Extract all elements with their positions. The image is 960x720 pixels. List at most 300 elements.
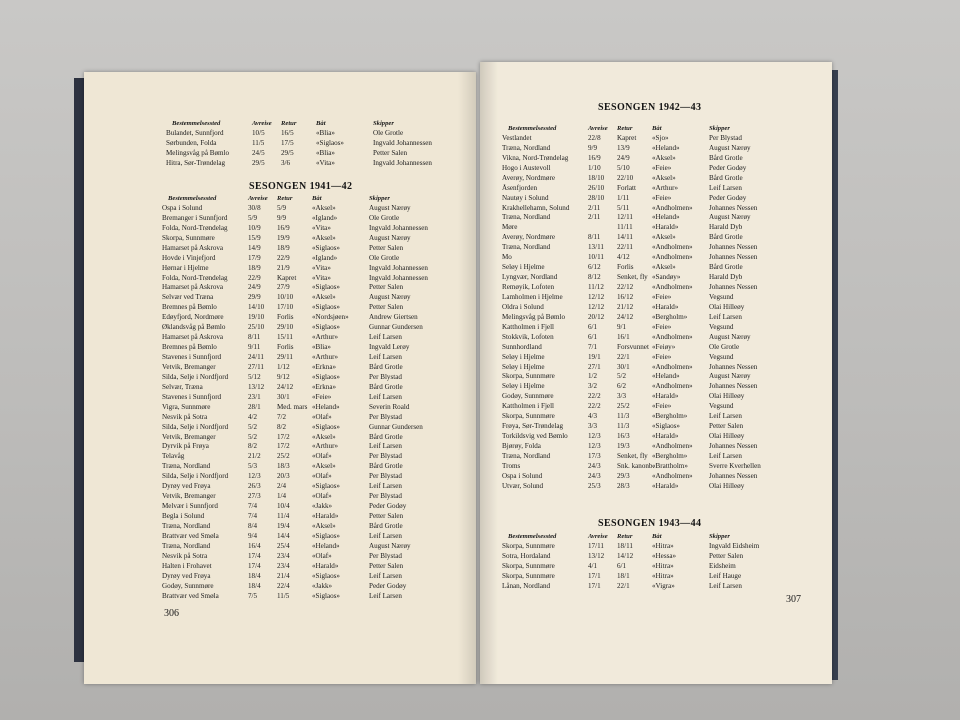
- cell-departure: 12/3: [588, 432, 601, 441]
- cell-boat: «Harald»: [652, 302, 679, 311]
- cell-departure: 5/2: [248, 422, 258, 431]
- cell-return: Forsvunnet: [617, 342, 649, 351]
- cell-return: 7/2: [277, 412, 287, 421]
- cell-destination: Åsenfjorden: [502, 183, 538, 192]
- column-header-skipper: Skipper: [709, 533, 730, 540]
- cell-departure: 22/2: [588, 402, 601, 411]
- cell-departure: 15/9: [248, 233, 261, 242]
- cell-boat: «Siglaos»: [312, 591, 340, 600]
- cell-return: 9/1: [617, 322, 627, 331]
- cell-return: 25/4: [277, 541, 290, 550]
- cell-destination: Træna, Nordland: [502, 213, 551, 222]
- cell-destination: Hørnar i Hjelme: [162, 263, 209, 272]
- cell-skipper: Leif Larsen: [369, 531, 402, 540]
- cell-skipper: Gunnar Gundersen: [369, 323, 423, 332]
- cell-destination: Stokkvik, Lofoten: [502, 332, 554, 341]
- cell-skipper: Johannes Nessen: [709, 253, 758, 262]
- right-page: [480, 62, 832, 684]
- cell-skipper: Petter Salen: [369, 303, 404, 312]
- cell-return: 28/3: [617, 481, 630, 490]
- cell-return: 3/6: [281, 158, 291, 167]
- cell-boat: «Blia»: [316, 148, 335, 157]
- cell-boat: «Harald»: [652, 481, 679, 490]
- cell-departure: 24/3: [588, 461, 601, 470]
- cell-destination: Stavenes i Sunnfjord: [162, 392, 222, 401]
- cell-skipper: Johannes Nessen: [709, 283, 758, 291]
- cell-destination: Begla i Solund: [162, 512, 205, 520]
- cell-departure: 22/2: [588, 392, 601, 401]
- cell-skipper: Ole Grotle: [369, 253, 400, 262]
- cell-skipper: Johannes Nessen: [709, 362, 758, 371]
- cell-boat: «Bergholm»: [652, 451, 688, 460]
- cell-departure: 27/1: [588, 362, 601, 371]
- cell-boat: «Hessa»: [652, 551, 677, 560]
- cell-skipper: Severin Roald: [369, 402, 410, 411]
- cell-return: 22/1: [617, 581, 630, 590]
- section-title-1941: SESONGEN 1941—42: [249, 181, 353, 192]
- cell-destination: Silda, Selje i Nordfjord: [162, 372, 229, 381]
- cell-skipper: Leif Larsen: [369, 591, 402, 600]
- cell-destination: Melingsvåg på Bømlo: [166, 148, 230, 157]
- cell-departure: 13/11: [588, 243, 604, 252]
- cell-boat: «Arthur»: [312, 353, 339, 361]
- cell-return: 5/9: [277, 203, 287, 212]
- cell-return: Kapret: [277, 273, 297, 282]
- cell-return: 30/1: [617, 362, 630, 371]
- cell-skipper: Gunnar Gundersen: [369, 422, 423, 431]
- cell-boat: «Bergholm»: [652, 412, 688, 421]
- cell-departure: 27/11: [248, 362, 264, 371]
- cell-boat: «Blia»: [316, 128, 335, 137]
- cell-departure: 26/10: [588, 183, 605, 192]
- cell-skipper: Per Blystad: [369, 492, 402, 501]
- cell-skipper: Harald Dyb: [709, 223, 743, 232]
- cell-skipper: Olai Hilleøy: [709, 432, 745, 441]
- cell-departure: 20/12: [588, 312, 605, 321]
- cell-destination: Træna, Nordland: [502, 243, 551, 252]
- cell-skipper: Bård Grotle: [369, 432, 403, 441]
- cell-skipper: Petter Salen: [709, 422, 744, 431]
- cell-skipper: Johannes Nessen: [709, 382, 758, 391]
- cell-destination: Bremanger i Sunnfjord: [162, 213, 228, 222]
- cell-departure: 23/1: [248, 392, 261, 401]
- cell-skipper: Petter Salen: [369, 561, 404, 570]
- cell-skipper: August Nærøy: [709, 213, 751, 222]
- cell-boat: «Aksel»: [312, 293, 336, 302]
- cell-destination: Sørbunden, Folda: [166, 138, 217, 147]
- cell-return: 14/12: [617, 551, 634, 560]
- cell-departure: 19/1: [588, 352, 601, 361]
- cell-skipper: Per Blystad: [369, 372, 402, 381]
- cell-boat: «Igland»: [312, 253, 338, 262]
- cell-return: Kapret: [617, 133, 637, 142]
- cell-return: 1/11: [617, 193, 630, 202]
- cell-skipper: Per Blystad: [369, 551, 402, 560]
- cell-return: 5/10: [617, 163, 630, 172]
- cell-destination: Ospa i Solund: [502, 471, 543, 480]
- cell-destination: Halten i Frohavet: [162, 561, 212, 570]
- cell-departure: 17/1: [588, 581, 601, 590]
- cell-boat: «Siglaos»: [312, 303, 340, 312]
- cell-skipper: Bård Grotle: [709, 153, 743, 162]
- cell-return: Snk. kanonb.: [617, 461, 655, 470]
- cell-destination: Torkildsvig ved Bømlo: [502, 432, 568, 441]
- cell-destination: Ospa i Solund: [162, 203, 203, 212]
- cell-skipper: Peder Godøy: [369, 502, 407, 511]
- cell-boat: «Aksel»: [312, 432, 336, 441]
- cell-return: 12/11: [617, 213, 633, 222]
- cell-return: 16/9: [277, 223, 290, 232]
- cell-boat: «Hitra»: [652, 561, 674, 570]
- cell-boat: «Feie»: [652, 292, 672, 301]
- cell-destination: Mo: [502, 253, 512, 262]
- cell-departure: 18/9: [248, 263, 261, 272]
- cell-departure: 28/10: [588, 193, 605, 202]
- cell-boat: «Feie»: [652, 322, 672, 331]
- cell-destination: Dyrøy ved Frøya: [162, 482, 211, 491]
- cell-destination: Bremnes på Bømlo: [162, 343, 217, 352]
- cell-skipper: Per Blystad: [369, 472, 402, 481]
- cell-destination: Folda, Nord-Trøndelag: [162, 273, 228, 282]
- cell-boat: «Hitra»: [652, 571, 674, 580]
- cell-departure: 16/4: [248, 541, 261, 550]
- cell-return: 18/11: [617, 541, 633, 550]
- cell-return: Forlatt: [617, 183, 636, 192]
- cell-boat: «Siglaos»: [312, 372, 340, 381]
- cell-boat: «Arthur»: [312, 333, 339, 342]
- cell-skipper: Olai Hilleøy: [709, 302, 745, 311]
- cell-boat: «Feie»: [652, 402, 672, 411]
- cell-boat: «Aksel»: [312, 203, 336, 212]
- cell-skipper: Sverre Kverhellen: [709, 461, 761, 470]
- column-header-boat: Båt: [652, 125, 662, 132]
- cell-destination: Kattholmen i Fjell: [502, 402, 555, 411]
- cell-destination: Træna, Nordland: [162, 521, 211, 530]
- cell-boat: «Brattholm»: [652, 461, 688, 470]
- cell-departure: 9/4: [248, 531, 258, 540]
- cell-departure: 17/1: [588, 571, 601, 580]
- cell-boat: «Aksel»: [652, 173, 676, 182]
- cell-destination: Kattholmen i Fjell: [502, 322, 555, 331]
- cell-skipper: Bård Grotle: [709, 233, 743, 242]
- cell-destination: Vetvik, Bremanger: [162, 432, 216, 441]
- cell-departure: 19/10: [248, 313, 265, 322]
- cell-destination: Skorpa, Sunnmøre: [502, 561, 555, 570]
- cell-boat: «Andholmen»: [652, 382, 693, 391]
- cell-departure: 24/11: [248, 353, 264, 361]
- cell-departure: 17/4: [248, 561, 261, 570]
- cell-destination: Nesvik på Sotra: [162, 551, 208, 560]
- cell-boat: «Siglaos»: [312, 243, 340, 252]
- cell-departure: 5/9: [248, 213, 258, 222]
- cell-boat: «Nordsjøen»: [312, 313, 349, 322]
- cell-destination: Seløy i Hjelme: [502, 352, 545, 361]
- left-page: [84, 72, 476, 684]
- cell-boat: «Siglaos»: [312, 571, 340, 580]
- cell-destination: Troms: [502, 461, 521, 470]
- cell-departure: 26/3: [248, 482, 261, 491]
- cell-destination: Dyrvik på Frøya: [162, 442, 209, 451]
- cell-skipper: Olai Hilleøy: [709, 392, 745, 401]
- column-header-return: Retur: [617, 125, 633, 132]
- cell-departure: 17/9: [248, 253, 261, 262]
- cell-boat: «Heland»: [652, 213, 680, 222]
- cell-return: 18/1: [617, 571, 630, 580]
- cell-return: 21/12: [617, 302, 634, 311]
- cell-destination: Seløy i Hjelme: [502, 382, 545, 391]
- cell-destination: Træna, Nordland: [502, 143, 551, 152]
- cell-boat: «Igland»: [312, 213, 338, 222]
- cell-departure: 10/11: [588, 253, 604, 262]
- cell-boat: «Olaf»: [312, 551, 332, 560]
- cell-skipper: Leif Larsen: [369, 333, 402, 342]
- cell-departure: 7/4: [248, 502, 258, 511]
- cell-return: 10/4: [277, 502, 290, 511]
- cell-boat: «Feie»: [312, 392, 332, 401]
- cell-skipper: Vegsund: [709, 352, 734, 361]
- cell-boat: «Feie»: [652, 352, 672, 361]
- column-header-skipper: Skipper: [709, 125, 730, 132]
- cell-departure: 1/2: [588, 372, 598, 381]
- cell-return: 11/3: [617, 412, 630, 421]
- cell-skipper: Petter Salen: [709, 551, 744, 560]
- cell-departure: 25/10: [248, 323, 265, 332]
- column-header-return: Retur: [617, 533, 633, 540]
- cell-departure: 30/8: [248, 203, 261, 212]
- column-header-departure: Avreise: [248, 195, 268, 202]
- cell-return: 23/4: [277, 561, 290, 570]
- cell-destination: Vigra, Sunnmøre: [162, 402, 211, 411]
- cell-boat: «Jakk»: [312, 502, 333, 511]
- cell-return: 16/1: [617, 332, 630, 341]
- cell-return: 5/11: [617, 203, 630, 212]
- cell-return: 16/5: [281, 128, 294, 137]
- cell-return: 22/11: [617, 243, 633, 252]
- cell-departure: 18/4: [248, 581, 261, 590]
- cell-departure: 22/8: [588, 133, 601, 142]
- cell-departure: 6/12: [588, 263, 601, 272]
- cell-return: Senket, fly: [617, 451, 648, 460]
- cell-destination: Bjørøy, Folda: [502, 442, 541, 450]
- cell-return: 17/5: [281, 138, 294, 147]
- cell-skipper: Vegsund: [709, 322, 734, 331]
- cell-boat: «Harald»: [652, 223, 679, 232]
- cell-departure: 14/10: [248, 303, 265, 312]
- cell-departure: 4/3: [588, 412, 598, 421]
- cell-skipper: Leif Larsen: [369, 571, 402, 580]
- cell-departure: 7/4: [248, 512, 258, 520]
- column-header-destination: Bestemmelsessted: [168, 195, 217, 202]
- cell-destination: Vetvik, Bremanger: [162, 362, 216, 371]
- cell-return: 19/3: [617, 442, 630, 450]
- cell-return: 11/11: [617, 223, 633, 232]
- cell-boat: «Siglaos»: [312, 323, 340, 332]
- cell-departure: 24/5: [252, 148, 265, 157]
- cell-boat: «Heland»: [312, 402, 340, 411]
- cell-skipper: Vegsund: [709, 292, 734, 301]
- cell-departure: 9/11: [248, 343, 261, 352]
- cell-destination: Stavenes i Sunnfjord: [162, 353, 222, 361]
- cell-skipper: August Nærøy: [709, 332, 751, 341]
- cell-departure: 27/3: [248, 492, 261, 501]
- cell-destination: Hamarset på Askrova: [162, 333, 224, 342]
- cell-departure: 8/11: [588, 233, 601, 242]
- cell-return: 29/5: [281, 148, 294, 157]
- cell-return: 25/2: [617, 402, 630, 411]
- cell-boat: «Aksel»: [652, 153, 676, 162]
- cell-boat: «Andholmen»: [652, 442, 693, 450]
- cell-departure: 25/3: [588, 481, 601, 490]
- cell-boat: «Erkna»: [312, 362, 337, 371]
- section-title-1943: SESONGEN 1943—44: [598, 518, 702, 529]
- cell-return: Forlis: [617, 263, 634, 272]
- cell-return: 24/12: [617, 312, 634, 321]
- cell-boat: «Blia»: [312, 343, 331, 352]
- cell-skipper: Johannes Nessen: [709, 471, 758, 480]
- cell-destination: Sotra, Hordaland: [502, 551, 551, 560]
- cell-return: 5/2: [617, 372, 627, 381]
- cell-return: Forlis: [277, 313, 294, 322]
- cell-destination: Seløy i Hjelme: [502, 362, 545, 371]
- cell-return: 3/3: [617, 392, 627, 401]
- cell-boat: «Harald»: [312, 561, 339, 570]
- column-header-return: Retur: [277, 195, 293, 202]
- cell-departure: 8/2: [248, 442, 258, 451]
- cell-boat: «Aksel»: [652, 233, 676, 242]
- cell-boat: «Harald»: [652, 432, 679, 441]
- cell-departure: 9/9: [588, 143, 598, 152]
- cell-departure: 5/2: [248, 432, 258, 441]
- cell-departure: 2/11: [588, 203, 601, 212]
- cell-return: 9/9: [277, 213, 287, 222]
- cell-skipper: Petter Salen: [369, 243, 404, 252]
- cell-return: 13/9: [617, 143, 630, 152]
- cell-departure: 8/11: [248, 333, 261, 342]
- cell-skipper: Leif Larsen: [369, 353, 402, 361]
- cell-skipper: Leif Larsen: [709, 183, 742, 192]
- cell-return: 1/4: [277, 492, 287, 501]
- cell-destination: Øklandsvåg på Bømlo: [162, 323, 226, 332]
- cell-boat: «Aksel»: [312, 521, 336, 530]
- cell-skipper: Ingvald Lerøy: [369, 343, 410, 352]
- cell-skipper: Peder Godøy: [709, 193, 747, 202]
- cell-return: 11/3: [617, 422, 630, 431]
- cell-skipper: Olai Hilleøy: [709, 481, 745, 490]
- cell-return: 11/5: [277, 591, 290, 600]
- cell-departure: 8/4: [248, 521, 258, 530]
- cell-boat: «Aksel»: [652, 263, 676, 272]
- cell-skipper: Ingvald Eidsheim: [709, 541, 760, 550]
- cell-destination: Hovde i Vinjefjord: [162, 253, 216, 262]
- cell-skipper: August Nærøy: [369, 203, 411, 212]
- cell-destination: Sunnhordland: [502, 342, 542, 351]
- cell-departure: 12/12: [588, 302, 605, 311]
- cell-boat: «Harald»: [652, 392, 679, 401]
- cell-boat: «Olaf»: [312, 412, 332, 421]
- page-number-left: 306: [164, 608, 179, 619]
- cell-destination: Hamarset på Askrova: [162, 243, 224, 252]
- cell-return: 22/4: [277, 581, 290, 590]
- cell-skipper: Petter Salen: [369, 512, 404, 520]
- cell-destination: Træna, Nordland: [162, 462, 211, 471]
- cell-skipper: August Nærøy: [369, 293, 411, 302]
- cell-destination: Godøy, Sunnmøre: [502, 392, 554, 401]
- cell-boat: «Sandøy»: [652, 273, 681, 282]
- cell-destination: Selvær ved Træna: [162, 293, 214, 302]
- cell-skipper: Petter Salen: [369, 283, 404, 292]
- cell-skipper: Ole Grotle: [709, 342, 740, 351]
- column-header-departure: Avreise: [252, 120, 272, 127]
- cell-boat: «Aksel»: [312, 462, 336, 471]
- cell-destination: Averøy, Nordmøre: [502, 233, 555, 242]
- cell-return: 21/4: [277, 571, 290, 580]
- cell-return: 18/3: [277, 462, 290, 471]
- cell-destination: Skorpa, Sunnmøre: [502, 571, 555, 580]
- cell-skipper: Ingvald Johannessen: [369, 263, 428, 272]
- cell-departure: 17/3: [588, 451, 601, 460]
- cell-boat: «Harald»: [312, 512, 339, 520]
- cell-destination: Brattvær ved Smøla: [162, 531, 219, 540]
- cell-destination: Skorpa, Sunnmøre: [502, 412, 555, 421]
- cell-return: 22/1: [617, 352, 630, 361]
- cell-destination: Bulandet, Sunnfjord: [166, 128, 224, 137]
- cell-return: 24/9: [617, 153, 630, 162]
- cell-boat: «Erkna»: [312, 382, 337, 391]
- cell-destination: Godøy, Sunnmøre: [162, 581, 214, 590]
- cell-destination: Hogo i Austevoll: [502, 163, 551, 172]
- cell-boat: «Heland»: [652, 143, 680, 152]
- cell-boat: «Andholmen»: [652, 471, 693, 480]
- cell-boat: «Vigra»: [652, 581, 675, 590]
- cell-destination: Nautøy i Solund: [502, 193, 549, 202]
- cell-skipper: Per Blystad: [709, 133, 742, 142]
- cell-departure: 18/10: [588, 173, 605, 182]
- cell-departure: 4/2: [248, 412, 258, 421]
- cell-skipper: Petter Salen: [373, 148, 408, 157]
- cell-skipper: Johannes Nessen: [709, 442, 758, 450]
- cell-departure: 17/11: [588, 541, 604, 550]
- cell-return: 20/3: [277, 472, 290, 481]
- cell-return: 30/1: [277, 392, 290, 401]
- cell-departure: 13/12: [248, 382, 265, 391]
- cell-destination: Dyrøy ved Frøya: [162, 571, 211, 580]
- cell-skipper: Bård Grotle: [369, 362, 403, 371]
- cell-boat: «Siglaos»: [652, 422, 680, 431]
- cell-boat: «Andholmen»: [652, 283, 693, 291]
- cell-return: 17/10: [277, 303, 294, 312]
- cell-boat: «Siglaos»: [312, 482, 340, 491]
- cell-destination: Træna, Nordland: [162, 541, 211, 550]
- cell-return: Med. mars: [277, 402, 308, 411]
- cell-destination: Hitra, Sør-Trøndelag: [166, 158, 226, 167]
- cell-destination: Seløy i Hjelme: [502, 263, 545, 272]
- cell-destination: Utvær, Solund: [502, 481, 544, 490]
- cell-skipper: Peder Godøy: [709, 163, 747, 172]
- cell-destination: Vikna, Nord-Trøndelag: [502, 153, 569, 162]
- cell-skipper: Leif Larsen: [369, 392, 402, 401]
- cell-boat: «Bergholm»: [652, 312, 688, 321]
- cell-departure: 12/3: [248, 472, 261, 481]
- column-header-boat: Båt: [652, 533, 662, 540]
- cell-boat: «Siglaos»: [312, 283, 340, 292]
- cell-boat: «Olaf»: [312, 472, 332, 481]
- cell-departure: 11/12: [588, 283, 604, 291]
- cell-return: 16/3: [617, 432, 630, 441]
- cell-departure: 11/5: [252, 138, 265, 147]
- cell-boat: «Heland»: [652, 372, 680, 381]
- cell-skipper: Leif Larsen: [709, 581, 742, 590]
- cell-destination: Melingsvåg på Bømlo: [502, 312, 566, 321]
